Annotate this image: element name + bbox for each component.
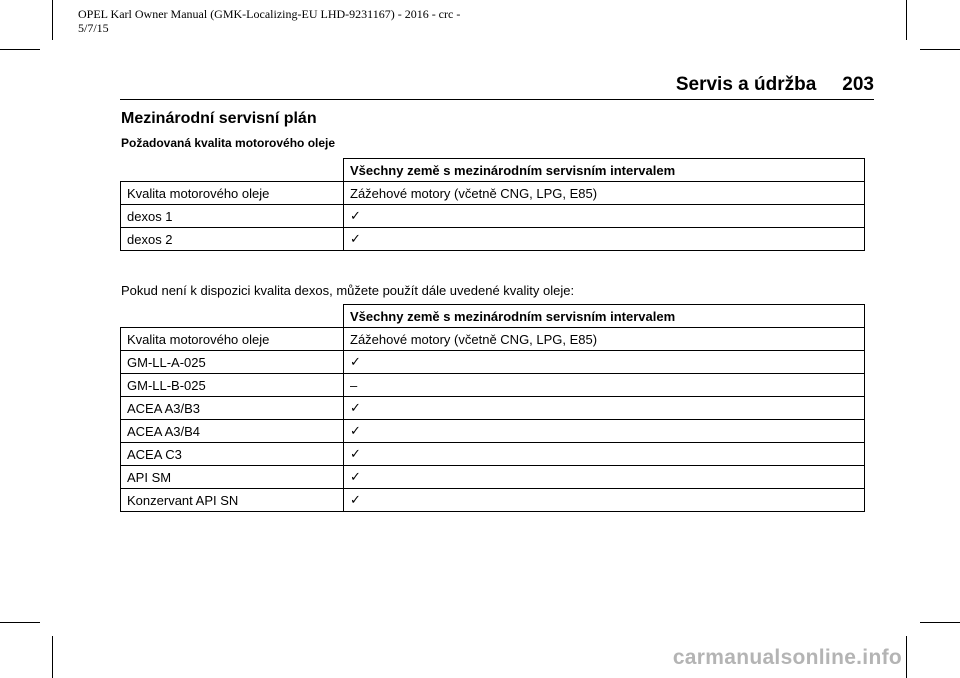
table-row	[121, 420, 865, 443]
table-cell: Zážehové motory (včetně CNG, LPG, E85)	[344, 182, 865, 205]
table-cell: ✓	[344, 443, 865, 466]
crop-mark	[906, 0, 907, 40]
oil-quality-table-alternatives	[120, 304, 865, 512]
oil-quality-table-dexos	[120, 158, 865, 251]
table-row	[121, 182, 865, 205]
crop-mark	[0, 622, 40, 623]
crop-mark	[52, 636, 53, 678]
table-cell: GM-LL-B-025	[121, 374, 344, 397]
table-cell: ✓	[344, 351, 865, 374]
table-cell: ACEA A3/B4	[121, 420, 344, 443]
section-title: Mezinárodní servisní plán	[121, 110, 317, 127]
table-header-row	[121, 159, 865, 182]
table-row	[121, 489, 865, 512]
table-row	[121, 328, 865, 351]
table-row	[121, 466, 865, 489]
table-row	[121, 374, 865, 397]
crop-mark	[52, 0, 53, 40]
document-meta-date: 5/7/15	[78, 21, 109, 35]
table-cell: GM-LL-A-025	[121, 351, 344, 374]
table-row	[121, 443, 865, 466]
table-row	[121, 351, 865, 374]
table-cell: ✓	[344, 466, 865, 489]
table-cell: Kvalita motorového oleje	[121, 328, 344, 351]
table-row	[121, 228, 865, 251]
table-cell: –	[344, 374, 865, 397]
table-cell: Konzervant API SN	[121, 489, 344, 512]
paragraph-text: Pokud není k dispozici kvalita dexos, můžete použít dále uvedené kvality oleje:	[121, 283, 575, 298]
crop-mark	[0, 49, 40, 50]
table-cell: ✓	[344, 228, 865, 251]
page-number: 203	[842, 74, 874, 95]
table-header-cell: Všechny země s mezinárodním servisním intervalem	[344, 305, 865, 328]
subsection-title: Požadovaná kvalita motorového oleje	[121, 136, 336, 150]
table-cell: ✓	[344, 420, 865, 443]
chapter-title: Servis a údržba	[675, 74, 817, 95]
table-corner-cell	[121, 305, 344, 328]
table-cell: ✓	[344, 489, 865, 512]
table-cell: dexos 2	[121, 228, 344, 251]
document-meta-line: OPEL Karl Owner Manual (GMK-Localizing-EU LHD-9231167) - 2016 - crc -	[78, 7, 461, 21]
table-row	[121, 397, 865, 420]
crop-mark	[920, 622, 960, 623]
site-watermark-link[interactable]: carmanualsonline.info	[672, 646, 902, 669]
table-cell: ACEA C3	[121, 443, 344, 466]
crop-mark	[906, 636, 907, 678]
running-header	[120, 70, 874, 100]
table-cell: API SM	[121, 466, 344, 489]
table-corner-cell	[121, 159, 344, 182]
crop-mark	[920, 49, 960, 50]
table-row	[121, 205, 865, 228]
document-meta	[78, 7, 460, 35]
table-cell: ACEA A3/B3	[121, 397, 344, 420]
table-cell: Kvalita motorového oleje	[121, 182, 344, 205]
table-cell: ✓	[344, 205, 865, 228]
table-cell: ✓	[344, 397, 865, 420]
table-cell: Zážehové motory (včetně CNG, LPG, E85)	[344, 328, 865, 351]
table-header-row	[121, 305, 865, 328]
table-header-cell: Všechny země s mezinárodním servisním intervalem	[344, 159, 865, 182]
table-cell: dexos 1	[121, 205, 344, 228]
